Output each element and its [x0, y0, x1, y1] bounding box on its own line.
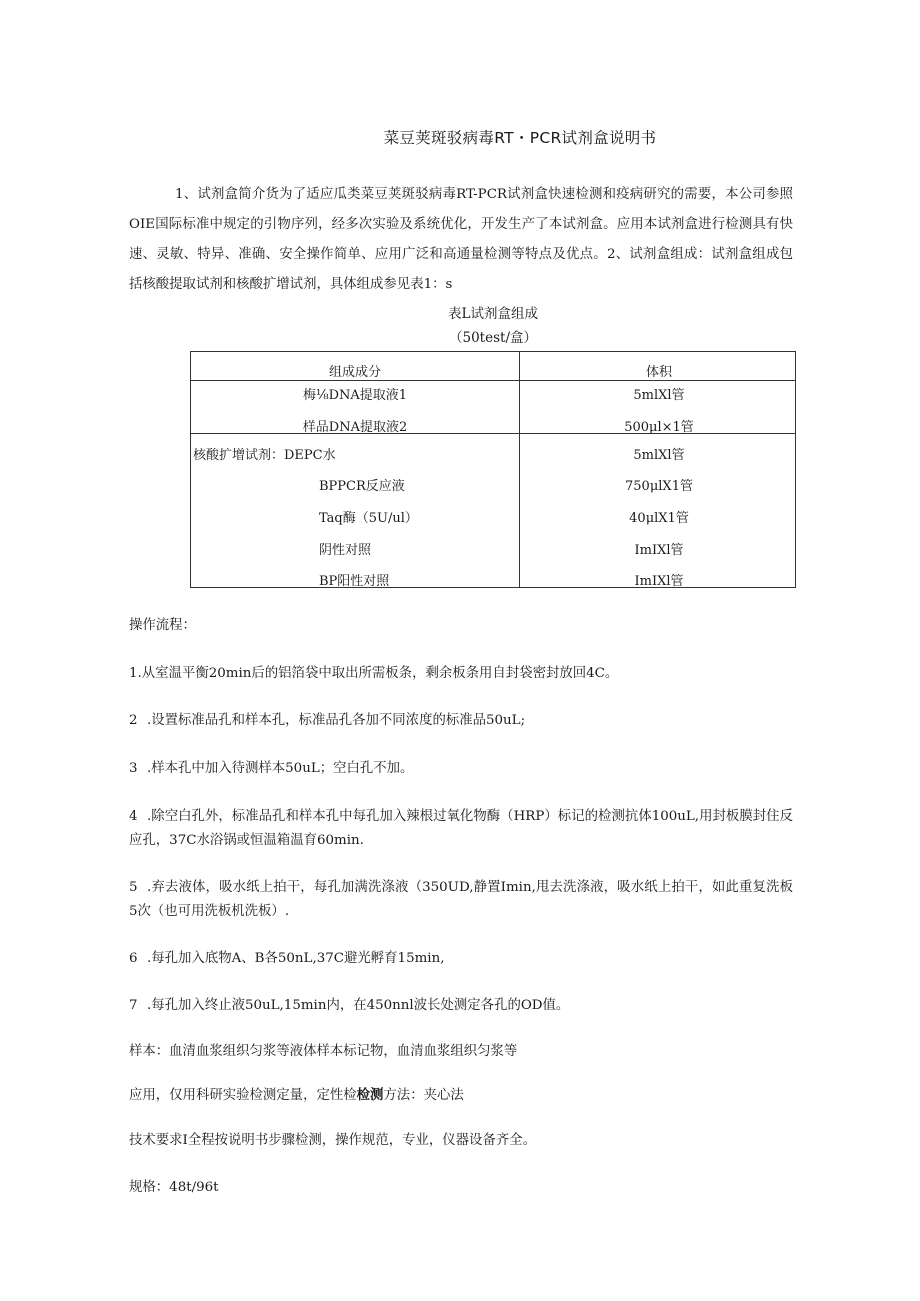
- table-column-divider: [519, 352, 520, 587]
- table-cell-component: BP阳性对照: [319, 574, 390, 589]
- application-note: [129, 1083, 793, 1108]
- procedure-step: [129, 994, 793, 1018]
- table-cell-volume: 5mlXl管: [633, 388, 685, 403]
- table-header-divider: [191, 380, 795, 381]
- procedure-step: [129, 709, 793, 733]
- table-header-component: 组成成分: [328, 365, 381, 380]
- step-text: .弃去液体，吸水纸上拍干，每孔加满洗涤液（350UD,静置Imin,甩去洗涤液，吸水纸上拍干，如此重复洗板5次（也可用洗板机洗板）.: [129, 880, 793, 919]
- kit-composition-table: [190, 351, 796, 588]
- table-cell-volume: 750μlX1管: [625, 479, 693, 494]
- step-text: 从室温平衡20min后的铝箔袋中取出所需板条，剩余板条用自封袋密封放回4C。: [141, 666, 619, 681]
- step-text: .设置标准品孔和样本孔，标准品孔各加不同浓度的标准品50uL;: [147, 713, 526, 728]
- step-number: 2: [129, 713, 138, 728]
- table-header-volume: 体积: [645, 365, 672, 380]
- spec-note: 规格：48t/96t: [129, 1180, 219, 1195]
- table-cell-volume: ImIXl管: [634, 543, 684, 558]
- step-number: 1.: [129, 666, 142, 681]
- step-number: 3: [129, 761, 138, 776]
- table-cell-component: BPPCR反应液: [319, 479, 405, 494]
- table-cell-component: 核酸扩增试剂：DEPC水: [193, 448, 336, 463]
- procedure-step: [129, 947, 793, 971]
- step-number: 7: [129, 998, 138, 1013]
- procedure-heading: 操作流程：: [129, 618, 196, 633]
- table-cell-volume: 5mlXl管: [633, 448, 685, 463]
- sample-note: 样本：血清血浆组织匀浆等液体样本标记物，血清血浆组织匀浆等: [129, 1044, 518, 1059]
- table-cell-component: 样品DNA提取液2: [302, 420, 408, 435]
- step-number: 6: [129, 951, 138, 966]
- table-cell-volume: 40μlX1管: [629, 511, 689, 526]
- application-text: 应用，仅用科研实验检测定量，定性检: [129, 1088, 357, 1103]
- table-cell-volume: 500μl×1管: [624, 420, 694, 435]
- document-title: 菜豆荚斑驳病毒RT・PCR试剂盒说明书: [383, 129, 657, 147]
- step-text: .样本孔中加入待测样本50uL；空白孔不加。: [147, 761, 414, 776]
- step-number: 5: [129, 880, 138, 895]
- table-cell-volume: ImIXl管: [634, 574, 684, 589]
- table-cell-component: Taq酶（5U/ul）: [319, 511, 418, 526]
- step-number: 4: [129, 809, 138, 824]
- table-cell-component: 梅⅛DNA提取液1: [302, 388, 408, 403]
- requirement-note: 技术要求I全程按说明书步骤检测，操作规范，专业，仪器设备齐全。: [129, 1133, 537, 1148]
- table-caption: 表L试剂盒组成: [448, 306, 538, 322]
- intro-paragraph: 1、试剂盒简介货为了适应瓜类菜豆荚斑驳病毒RT-PCR试剂盒快速检测和疫病研究的需要，本公司参照OIE国际标准中规定的引物序列，经多次实验及系统优化，开发生产了本试剂盒。应用本试剂盒进行检测具有快速、灵敏、特异、准确、安全操作简单、应用广泛和高通量检测等特点及优点。2、试剂盒组成：试剂盒组成包括核酸提取试剂和核酸扩增试剂，具体组成参见表1：s: [129, 187, 793, 292]
- step-text: .除空白孔外，标准品孔和样本孔中每孔加入辣根过氧化物酶（HRP）标记的检测抗体100uL,用封板膜封住反应孔，37C水浴锅或恒温箱温育60min.: [129, 809, 793, 848]
- application-method: 方法：夹心法: [383, 1088, 464, 1103]
- procedure-step: [129, 876, 793, 924]
- application-bold-text: 检测: [356, 1087, 384, 1103]
- step-text: .每孔加入终止液50uL,15min内，在450nnl波长处测定各孔的OD值。: [147, 998, 570, 1013]
- procedure-step: [129, 805, 793, 853]
- table-cell-component: 阴性对照: [319, 543, 372, 558]
- procedure-step: [129, 757, 793, 781]
- table-subcaption: （50test/盒）: [449, 330, 537, 346]
- procedure-step: [129, 662, 793, 686]
- step-text: .每孔加入底物A、B各50nL,37C避光孵育15min,: [147, 951, 445, 966]
